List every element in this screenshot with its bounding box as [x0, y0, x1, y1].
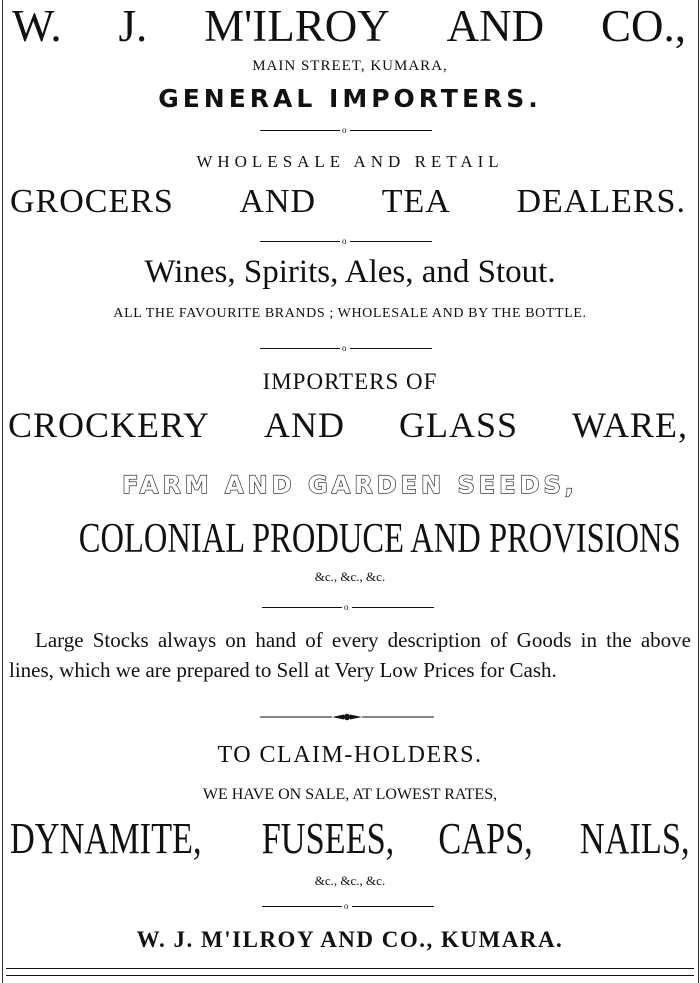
seeds-headline: FARM AND GARDEN SEEDS, [122, 471, 578, 499]
headline-word: FUSEES, [261, 814, 395, 863]
headline-word: NAILS, [580, 814, 690, 863]
importers-kicker: IMPORTERS OF [262, 369, 438, 394]
grocers-headline [0, 185, 700, 219]
firm-word: AND [446, 1, 545, 51]
stocks-paragraph [9, 625, 691, 685]
bottom-rule [6, 975, 694, 976]
headline-word: DYNAMITE, [10, 814, 202, 863]
claim-holders-heading: TO CLAIM-HOLDERS. [217, 742, 483, 768]
firm-word: J. [118, 1, 148, 51]
separator-rule: o [0, 342, 700, 356]
ornamental-separator [258, 711, 436, 723]
dynamite-etc: &c., &c., &c. [314, 873, 386, 888]
headline-word: TEA [381, 183, 451, 220]
claim-holders-kicker: WE HAVE ON SALE, AT LOWEST RATES, [202, 786, 498, 803]
stocks-text: Large Stocks always on hand of every description of Goods in the above lines, which we are prepared to Sell at Very Low Prices for Cash. [9, 628, 691, 682]
firm-word: CO., [600, 1, 686, 51]
headline-word: AND [239, 183, 317, 220]
separator-rule: o [0, 601, 700, 615]
firm-name [0, 1, 700, 51]
headline-word: AND [264, 405, 346, 445]
headline-word: CROCKERY [8, 405, 211, 445]
separator-rule: o [0, 900, 700, 914]
colonial-etc: &c., &c., &c. [314, 569, 386, 584]
colonial-headline: COLONIAL PRODUCE AND PROVISIONS [78, 516, 681, 562]
headline-word: WARE, [571, 405, 688, 445]
firm-word: M'ILROY [204, 1, 390, 51]
headline-word: GROCERS [10, 183, 174, 220]
firm-word: W. [12, 1, 62, 51]
crockery-headline [0, 407, 700, 443]
separator-rule: o [0, 124, 700, 138]
headline-word: DEALERS. [516, 183, 686, 220]
wines-headline: Wines, Spirits, Ales, and Stout. [144, 254, 556, 290]
headline-word: CAPS, [438, 814, 533, 863]
trade-heading: GENERAL IMPORTERS. [158, 84, 542, 113]
dynamite-headline [0, 814, 700, 863]
wines-subline: ALL THE FAVOURITE BRANDS ; WHOLESALE AND BY THE BOTTLE. [113, 306, 587, 321]
separator-rule: o [0, 235, 700, 249]
footer-signature: W. J. M'ILROY AND CO., KUMARA. [136, 927, 564, 952]
grocers-kicker: WHOLESALE AND RETAIL [196, 152, 504, 171]
address: MAIN STREET, KUMARA, [252, 58, 448, 74]
headline-word: GLASS [398, 405, 519, 445]
bottom-rule [6, 968, 694, 969]
